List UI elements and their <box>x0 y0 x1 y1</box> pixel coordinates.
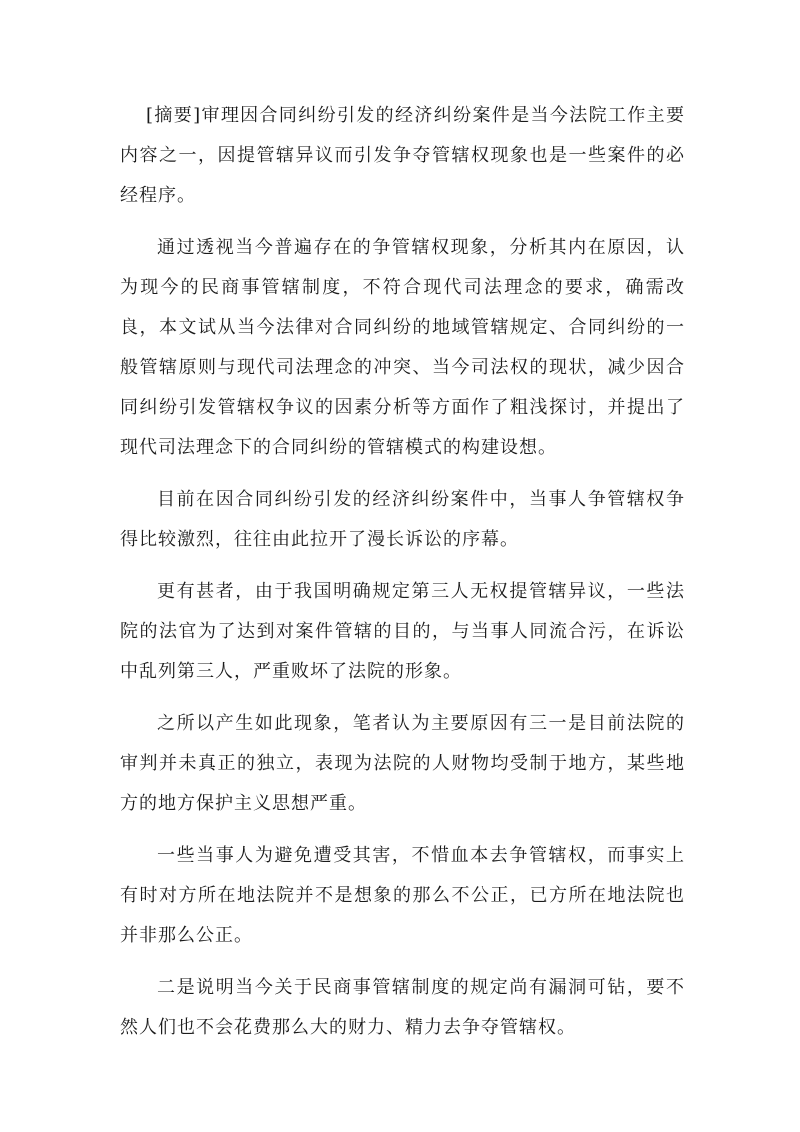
abstract-paragraph: [摘要]审理因合同纠纷引发的经济纠纷案件是当今法院工作主要内容之一，因提管辖异议而引发争夺管辖权现象也是一些案件的必经程序。 <box>120 105 685 206</box>
body-paragraph: 一些当事人为避免遭受其害，不惜血本去争管辖权，而事实上有时对方所在地法院并不是想象的那么不公正，已方所在地法院也并非那么公正。 <box>120 845 685 946</box>
body-paragraph: 通过透视当今普遍存在的争管辖权现象，分析其内在原因，认为现今的民商事管辖制度，不符合现代司法理念的要求，确需改良，本文试从当今法律对合同纠纷的地域管辖规定、合同纠纷的一般管辖原则与现代司法理念的冲突、当今司法权的现状，减少因合同纠纷引发管辖权争议的因素分析等方面作了粗浅探讨，并提出了现代司法理念下的合同纠纷的管辖模式的构建设想。 <box>120 237 685 458</box>
document-body <box>120 96 685 1060</box>
body-paragraph: 更有甚者，由于我国明确规定第三人无权提管辖异议，一些法院的法官为了达到对案件管辖的目的，与当事人同流合污，在诉讼中乱列第三人，严重败坏了法院的形象。 <box>120 581 685 682</box>
body-paragraph: 之所以产生如此现象，笔者认为主要原因有三一是目前法院的审判并未真正的独立，表现为法院的人财物均受制于地方，某些地方的地方保护主义思想严重。 <box>120 713 685 814</box>
body-paragraph: 二是说明当今关于民商事管辖制度的规定尚有漏洞可钻，要不然人们也不会花费那么大的财力、精力去争夺管辖权。 <box>120 977 685 1038</box>
body-paragraph: 目前在因合同纠纷引发的经济纠纷案件中，当事人争管辖权争得比较激烈，往往由此拉开了漫长诉讼的序幕。 <box>120 489 685 550</box>
